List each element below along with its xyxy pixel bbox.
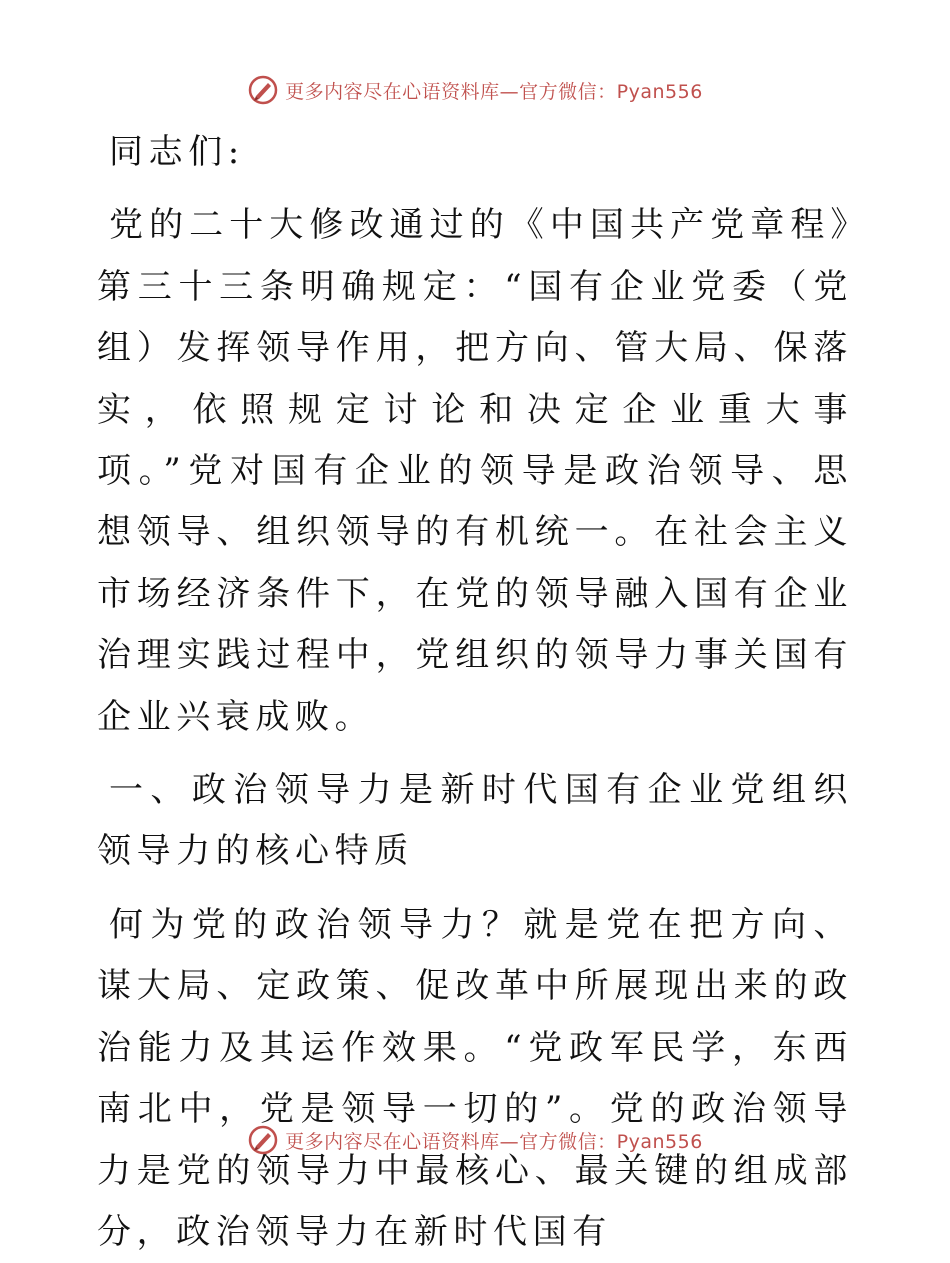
watermark-text: 更多内容尽在心语资料库—官方微信：Pyan556 (285, 1130, 703, 1153)
section-heading-1: 一、政治领导力是新时代国有企业党组织领导力的核心特质 (97, 770, 853, 872)
document-body (97, 122, 853, 1263)
paragraph-intro: 党的二十大修改通过的《中国共产党章程》第三十三条明确规定：“国有企业党委（党组）发挥领导作用，把方向、管大局、保落实，依照规定讨论和决定企业重大事项。”党对国有企业的领导是政治领导、思想领导、组织领导的有机统一。在社会主义市场经济条件下，在党的领导融入国有企业治理实践过程中，党组织的领导力事关国有企业兴衰成败。 (97, 205, 853, 737)
pen-logo-icon (247, 1124, 279, 1156)
footer-watermark (0, 1124, 950, 1156)
salutation: 同志们: (109, 132, 245, 172)
pen-logo-icon (247, 74, 279, 106)
watermark-text: 更多内容尽在心语资料库—官方微信：Pyan556 (285, 80, 703, 103)
paragraph-political-leadership: 何为党的政治领导力？就是党在把方向、谋大局、定政策、促改革中所展现出来的政治能力及其运作效果。“党政军民学，东西南北中，党是领导一切的”。党的政治领导力是党的领导力中最核心、最关键的组成部分，政治领导力在新时代国有 (97, 904, 853, 1252)
header-watermark (0, 74, 950, 106)
